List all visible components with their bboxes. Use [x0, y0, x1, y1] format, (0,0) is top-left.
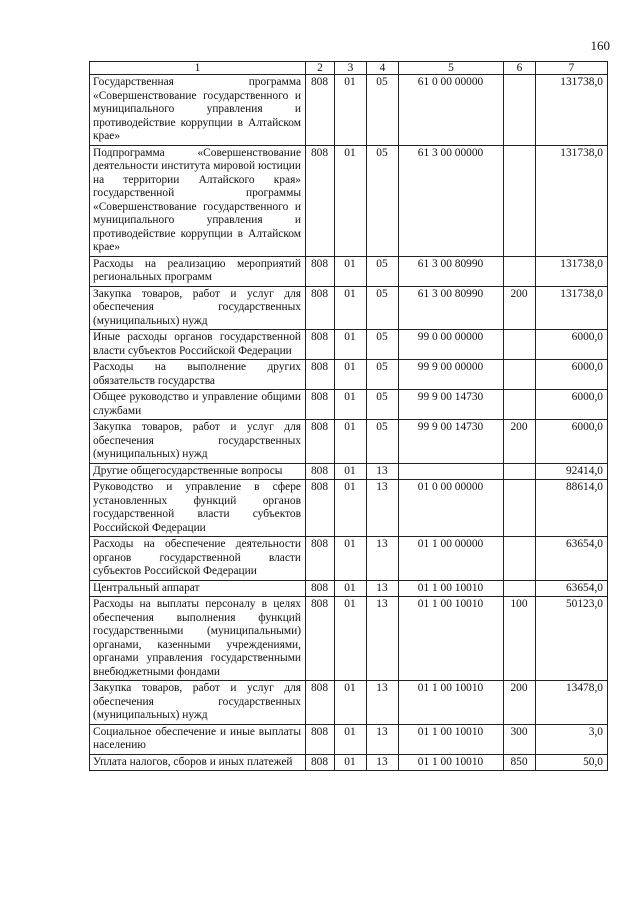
ministry-code-cell: 808	[306, 145, 335, 256]
expense-name-cell: Другие общегосударственные вопросы	[90, 463, 306, 480]
expense-name-cell: Закупка товаров, работ и услуг для обеспечения государственных (муниципальных) нужд	[90, 681, 306, 725]
ministry-code-cell: 808	[306, 597, 335, 681]
subsection-code-cell: 13	[367, 580, 399, 597]
expense-type-cell	[504, 360, 536, 390]
expense-type-cell	[504, 390, 536, 420]
subsection-code-cell: 13	[367, 754, 399, 771]
ministry-code-cell: 808	[306, 390, 335, 420]
section-code-cell: 01	[335, 145, 367, 256]
amount-cell: 6000,0	[536, 330, 608, 360]
table-row	[90, 724, 608, 754]
amount-cell: 3,0	[536, 724, 608, 754]
ministry-code-cell: 808	[306, 537, 335, 581]
target-article-cell: 99 9 00 14730	[399, 390, 504, 420]
expense-name-cell: Расходы на реализацию мероприятий региональных программ	[90, 256, 306, 286]
subsection-code-cell: 13	[367, 597, 399, 681]
table-row	[90, 580, 608, 597]
section-code-cell: 01	[335, 420, 367, 464]
expense-type-cell: 200	[504, 681, 536, 725]
amount-cell: 92414,0	[536, 463, 608, 480]
amount-cell: 6000,0	[536, 390, 608, 420]
table-row	[90, 420, 608, 464]
expense-name-cell: Расходы на выполнение других обязательств государства	[90, 360, 306, 390]
subsection-code-cell: 05	[367, 286, 399, 330]
expense-name-cell: Государственная программа «Совершенствование государственного и муниципального управления и противодействие коррупции в Алтайском крае»	[90, 75, 306, 146]
section-code-cell: 01	[335, 597, 367, 681]
amount-cell: 131738,0	[536, 256, 608, 286]
target-article-cell: 01 1 00 10010	[399, 724, 504, 754]
subsection-code-cell: 05	[367, 360, 399, 390]
table-row	[90, 286, 608, 330]
target-article-cell: 01 1 00 10010	[399, 580, 504, 597]
expense-type-cell: 100	[504, 597, 536, 681]
table-row	[90, 480, 608, 537]
expense-type-cell	[504, 480, 536, 537]
target-article-cell	[399, 463, 504, 480]
target-article-cell: 01 1 00 10010	[399, 681, 504, 725]
target-article-cell: 61 0 00 00000	[399, 75, 504, 146]
table-row	[90, 75, 608, 146]
expense-name-cell: Социальное обеспечение и иные выплаты населению	[90, 724, 306, 754]
expense-type-cell	[504, 580, 536, 597]
expense-name-cell: Уплата налогов, сборов и иных платежей	[90, 754, 306, 771]
expense-type-cell: 300	[504, 724, 536, 754]
subsection-code-cell: 05	[367, 256, 399, 286]
expense-type-cell: 200	[504, 286, 536, 330]
expense-name-cell: Руководство и управление в сфере установленных функций органов государственной власти субъектов Российской Федерации	[90, 480, 306, 537]
expense-name-cell: Закупка товаров, работ и услуг для обеспечения государственных (муниципальных) нужд	[90, 286, 306, 330]
expense-name-cell: Центральный аппарат	[90, 580, 306, 597]
section-code-cell: 01	[335, 256, 367, 286]
budget-table	[89, 61, 608, 771]
ministry-code-cell: 808	[306, 286, 335, 330]
section-code-cell: 01	[335, 75, 367, 146]
ministry-code-cell: 808	[306, 724, 335, 754]
section-code-cell: 01	[335, 360, 367, 390]
amount-cell: 50,0	[536, 754, 608, 771]
table-row	[90, 256, 608, 286]
section-code-cell: 01	[335, 390, 367, 420]
expense-type-cell: 200	[504, 420, 536, 464]
expense-name-cell: Подпрограмма «Совершенствование деятельности института мировой юстиции на территории Алтайского края» государственной программы «Совершенствование государственного и муниципального управления и противодействие коррупции в Алтайском крае»	[90, 145, 306, 256]
column-header: 7	[536, 62, 608, 75]
target-article-cell: 01 1 00 10010	[399, 754, 504, 771]
header-row	[90, 62, 608, 75]
table-row	[90, 145, 608, 256]
amount-cell: 63654,0	[536, 537, 608, 581]
amount-cell: 13478,0	[536, 681, 608, 725]
table-row	[90, 681, 608, 725]
column-header: 6	[504, 62, 536, 75]
ministry-code-cell: 808	[306, 463, 335, 480]
expense-type-cell	[504, 463, 536, 480]
subsection-code-cell: 05	[367, 390, 399, 420]
expense-name-cell: Иные расходы органов государственной власти субъектов Российской Федерации	[90, 330, 306, 360]
target-article-cell: 01 1 00 10010	[399, 597, 504, 681]
table-row	[90, 754, 608, 771]
ministry-code-cell: 808	[306, 256, 335, 286]
subsection-code-cell: 13	[367, 724, 399, 754]
amount-cell: 131738,0	[536, 75, 608, 146]
ministry-code-cell: 808	[306, 330, 335, 360]
section-code-cell: 01	[335, 580, 367, 597]
section-code-cell: 01	[335, 330, 367, 360]
target-article-cell: 01 0 00 00000	[399, 480, 504, 537]
section-code-cell: 01	[335, 463, 367, 480]
target-article-cell: 01 1 00 00000	[399, 537, 504, 581]
page-number: 160	[590, 38, 610, 53]
ministry-code-cell: 808	[306, 360, 335, 390]
subsection-code-cell: 05	[367, 330, 399, 360]
expense-type-cell: 850	[504, 754, 536, 771]
ministry-code-cell: 808	[306, 480, 335, 537]
section-code-cell: 01	[335, 537, 367, 581]
table-row	[90, 390, 608, 420]
column-header: 2	[306, 62, 335, 75]
target-article-cell: 61 3 00 00000	[399, 145, 504, 256]
amount-cell: 63654,0	[536, 580, 608, 597]
ministry-code-cell: 808	[306, 754, 335, 771]
amount-cell: 88614,0	[536, 480, 608, 537]
subsection-code-cell: 13	[367, 537, 399, 581]
section-code-cell: 01	[335, 681, 367, 725]
expense-name-cell: Расходы на обеспечение деятельности органов государственной власти субъектов Российской Федерации	[90, 537, 306, 581]
ministry-code-cell: 808	[306, 75, 335, 146]
table-row	[90, 597, 608, 681]
subsection-code-cell: 13	[367, 681, 399, 725]
ministry-code-cell: 808	[306, 420, 335, 464]
target-article-cell: 99 9 00 14730	[399, 420, 504, 464]
expense-type-cell	[504, 256, 536, 286]
amount-cell: 131738,0	[536, 145, 608, 256]
column-header: 4	[367, 62, 399, 75]
table-row	[90, 537, 608, 581]
ministry-code-cell: 808	[306, 580, 335, 597]
expense-name-cell: Общее руководство и управление общими службами	[90, 390, 306, 420]
expense-name-cell: Закупка товаров, работ и услуг для обеспечения государственных (муниципальных) нужд	[90, 420, 306, 464]
expense-type-cell	[504, 75, 536, 146]
target-article-cell: 99 9 00 00000	[399, 360, 504, 390]
column-header: 1	[90, 62, 306, 75]
amount-cell: 50123,0	[536, 597, 608, 681]
table-row	[90, 360, 608, 390]
expense-type-cell	[504, 145, 536, 256]
subsection-code-cell: 13	[367, 480, 399, 537]
section-code-cell: 01	[335, 286, 367, 330]
table-row	[90, 330, 608, 360]
target-article-cell: 99 0 00 00000	[399, 330, 504, 360]
table-row	[90, 463, 608, 480]
subsection-code-cell: 13	[367, 463, 399, 480]
section-code-cell: 01	[335, 480, 367, 537]
amount-cell: 6000,0	[536, 360, 608, 390]
column-header: 3	[335, 62, 367, 75]
subsection-code-cell: 05	[367, 420, 399, 464]
expense-name-cell: Расходы на выплаты персоналу в целях обеспечения выполнения функций государственными (муниципальными) органами, казенными учреждениями, органами управления государственными внебюджетными фондами	[90, 597, 306, 681]
section-code-cell: 01	[335, 724, 367, 754]
target-article-cell: 61 3 00 80990	[399, 286, 504, 330]
ministry-code-cell: 808	[306, 681, 335, 725]
target-article-cell: 61 3 00 80990	[399, 256, 504, 286]
subsection-code-cell: 05	[367, 75, 399, 146]
column-header: 5	[399, 62, 504, 75]
amount-cell: 6000,0	[536, 420, 608, 464]
subsection-code-cell: 05	[367, 145, 399, 256]
expense-type-cell	[504, 537, 536, 581]
expense-type-cell	[504, 330, 536, 360]
amount-cell: 131738,0	[536, 286, 608, 330]
section-code-cell: 01	[335, 754, 367, 771]
